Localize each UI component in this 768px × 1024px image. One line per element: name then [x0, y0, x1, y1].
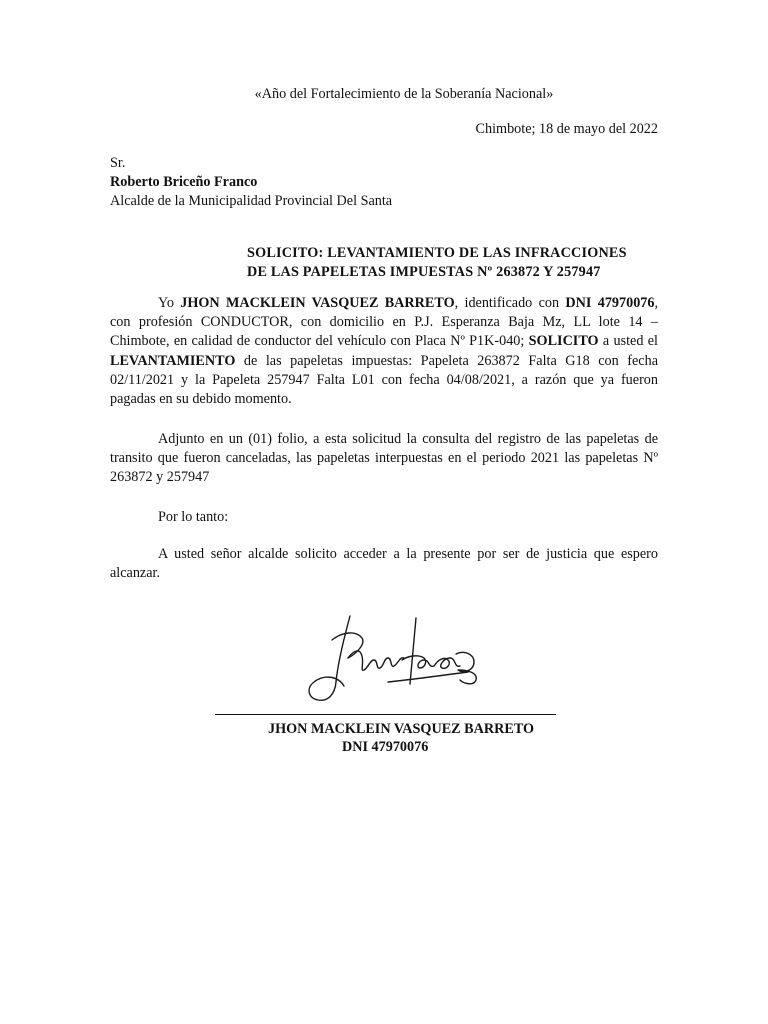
body-paragraph-2: Adjunto en un (01) folio, a esta solicitud la consulta del registro de las papeletas de transito que fueron canceladas, las papeletas interpuestas en el periodo 2021 las papeletas Nº 263872 y 257947	[110, 431, 658, 486]
signer-name: JHON MACKLEIN VASQUEZ BARRETO	[268, 721, 535, 737]
p1-text: , identificado con	[454, 295, 566, 311]
levantamiento-keyword: LEVANTAMIENTO	[110, 352, 236, 369]
recipient-name: Roberto Briceño Franco	[110, 174, 258, 190]
applicant-name: JHON MACKLEIN VASQUEZ BARRETO	[180, 295, 455, 311]
p1-text: , con profesión CONDUCTOR, con domicilio en P.J. Esperanza Baja Mz, LL lote 14 – Chimbote, en calidad de conductor del vehículo con Placa Nº P1K-040;	[110, 295, 659, 350]
p1-text: a usted el	[598, 333, 659, 350]
body-paragraph-3: Por lo tanto:	[158, 509, 229, 525]
solicito-keyword: SOLICITO	[528, 333, 599, 350]
subject-line-1: SOLICITO: LEVANTAMIENTO DE LAS INFRACCIONES	[247, 245, 627, 261]
salutation: Sr.	[110, 155, 126, 171]
year-motto: «Año del Fortalecimiento de la Soberanía Nacional»	[254, 86, 554, 102]
signer-dni: DNI 47970076	[342, 739, 429, 755]
recipient-position: Alcalde de la Municipalidad Provincial Del Santa	[110, 193, 393, 209]
p1-text: Yo	[158, 295, 181, 311]
applicant-dni: DNI 47970076	[565, 295, 655, 311]
date-line: Chimbote; 18 de mayo del 2022	[475, 121, 658, 137]
p1-text: de las papeletas impuestas: Papeleta 263872 Falta G18 con fecha 02/11/2021 y la Papeleta 257947 Falta L01 con fecha 04/08/2021, a razón que ya fueron pagadas en su debido momento.	[110, 352, 658, 408]
signature-line	[215, 714, 556, 715]
handwritten-signature	[298, 610, 488, 710]
body-paragraph-4: A usted señor alcalde solicito acceder a la presente por ser de justicia que espero alcanzar.	[110, 546, 658, 582]
body-paragraph-1	[110, 294, 658, 409]
subject-line-2: DE LAS PAPELETAS IMPUESTAS Nº 263872 Y 257947	[247, 264, 601, 280]
